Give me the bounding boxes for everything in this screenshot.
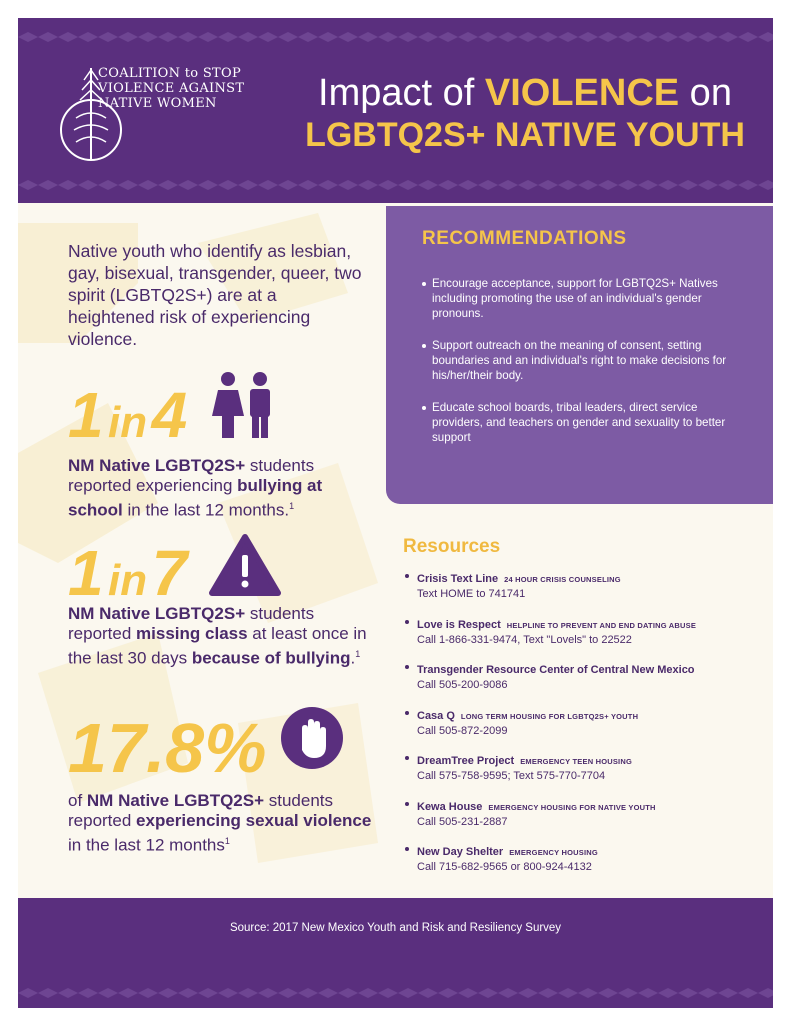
resource-item (403, 706, 763, 738)
resource-tag: LONG TERM HOUSING FOR LGBTQ2S+ YOUTH (460, 711, 639, 721)
logo-line-1: COALITION to STOP (98, 66, 241, 81)
stat-1-in-7 (68, 536, 187, 610)
stat-in: in (108, 556, 148, 605)
logo-text (98, 66, 244, 111)
page-subtitle: LGBTQ2S+ NATIVE YOUTH (305, 116, 745, 154)
recommendation-item: Encourage acceptance, support for LGBTQ2S+ Natives including promoting the use of an individual's gender pronouns. (422, 276, 747, 321)
resource-item (403, 615, 763, 647)
header-pattern-bottom (18, 178, 773, 192)
title-suffix: on (679, 72, 732, 114)
source-citation: Source: 2017 New Mexico Youth and Risk and Resiliency Survey (229, 922, 562, 934)
stat-text: students reported experiencing (68, 456, 315, 495)
resource-item (403, 797, 763, 829)
stat-group: NM Native LGBTQ2S+ (86, 791, 265, 810)
resource-name: DreamTree Project (417, 755, 515, 767)
resource-contact: Call 715-682-9565 or 800-924-4132 (417, 861, 592, 873)
resource-tag: EMERGENCY TEEN HOUSING (520, 757, 632, 766)
logo-line-3: NATIVE WOMEN (98, 96, 217, 111)
resource-contact: Call 575-758-9595; Text 575-770-7704 (417, 770, 606, 782)
footer-banner (18, 898, 773, 1008)
stat-text: . (350, 648, 356, 668)
recommendations-panel (386, 206, 773, 504)
stat-text: in the last 12 months (68, 835, 225, 855)
stat-number: 1 (68, 537, 104, 609)
logo-line-2: VIOLENCE AGAINST (98, 81, 245, 96)
recommendation-item: Support outreach on the meaning of consent, setting boundaries and an individual's right to make decisions for his/her/their body. (422, 338, 747, 383)
stat-number: 7 (151, 537, 188, 609)
resource-item (403, 660, 763, 692)
stat-group: NM Native LGBTQ2S+ (68, 456, 246, 475)
stat-text: of (68, 791, 87, 810)
title-highlight: VIOLENCE (484, 72, 680, 114)
resource-item (403, 569, 763, 601)
recommendations-title: RECOMMENDATIONS (422, 228, 627, 249)
resource-tag: 24 HOUR CRISIS COUNSELING (504, 575, 621, 584)
header-pattern-top (18, 30, 773, 44)
intro-text: Native youth who identify as lesbian, gay, bisexual, transgender, queer, two spirit (LGBTQ2S+) are at a heightened risk of experiencing violence. (68, 241, 362, 349)
stat-3-description (68, 791, 378, 856)
stat-2-description (68, 604, 378, 669)
stat-text: students reported (68, 791, 334, 830)
resource-contact: Text HOME to 741741 (417, 588, 526, 600)
stat-emphasis: experiencing sexual violence (136, 811, 372, 830)
resource-name: Transgender Resource Center of Central New Mexico (417, 664, 695, 676)
recommendation-item: Educate school boards, tribal leaders, direct service providers, and teachers on gender and sexuality to better support (422, 400, 747, 445)
page-title (290, 72, 760, 115)
stat-17-8-percent (68, 708, 266, 788)
stat-text: students reported (68, 604, 315, 643)
resource-name: Crisis Text Line (417, 573, 499, 585)
footer-pattern (18, 986, 773, 1000)
stat-text: at least once in the last 30 days (68, 624, 367, 668)
stat-emphasis: missing class (136, 624, 248, 643)
stat-text: in the last 12 months. (122, 500, 290, 520)
resource-name: New Day Shelter (417, 846, 504, 858)
resources-title: Resources (403, 536, 501, 557)
footnote-marker: 1 (224, 836, 230, 846)
stat-1-in-4 (68, 378, 187, 452)
resource-name: Love is Respect (417, 618, 501, 631)
resource-tag: HELPLINE TO PREVENT AND END DATING ABUSE (506, 620, 697, 630)
resource-name: Kewa House (417, 800, 483, 813)
stat-in: in (108, 398, 148, 447)
title-prefix: Impact of (318, 72, 485, 114)
resource-item (403, 751, 763, 783)
resource-contact: Call 505-200-9086 (417, 679, 508, 691)
stat-1-description (68, 456, 378, 521)
warning-icon (208, 533, 282, 597)
people-icon (208, 370, 278, 440)
resource-contact: Call 1-866-331-9474, Text "Lovels" to 22522 (417, 633, 632, 646)
header-banner (18, 18, 773, 203)
recommendations-list (422, 276, 747, 462)
resource-tag: EMERGENCY HOUSING (509, 848, 598, 857)
stat-group: NM Native LGBTQ2S+ (68, 604, 246, 623)
resources-list (403, 569, 763, 888)
resource-tag: EMERGENCY HOUSING FOR NATIVE YOUTH (488, 802, 656, 812)
resource-contact: Call 505-231-2887 (417, 815, 508, 828)
resource-name: Casa Q (417, 709, 455, 722)
resource-item (403, 842, 763, 874)
footnote-marker: 1 (355, 649, 361, 659)
stat-emphasis: bullying at school (68, 476, 323, 520)
stat-number: 4 (151, 379, 188, 451)
infographic-page (18, 18, 773, 1008)
footnote-marker: 1 (289, 501, 295, 511)
resource-contact: Call 505-872-2099 (417, 724, 508, 737)
stat-number: 17.8% (68, 709, 267, 787)
stop-hand-icon (280, 706, 344, 770)
stat-number: 1 (68, 379, 104, 451)
stat-emphasis: because of bullying (191, 648, 351, 668)
